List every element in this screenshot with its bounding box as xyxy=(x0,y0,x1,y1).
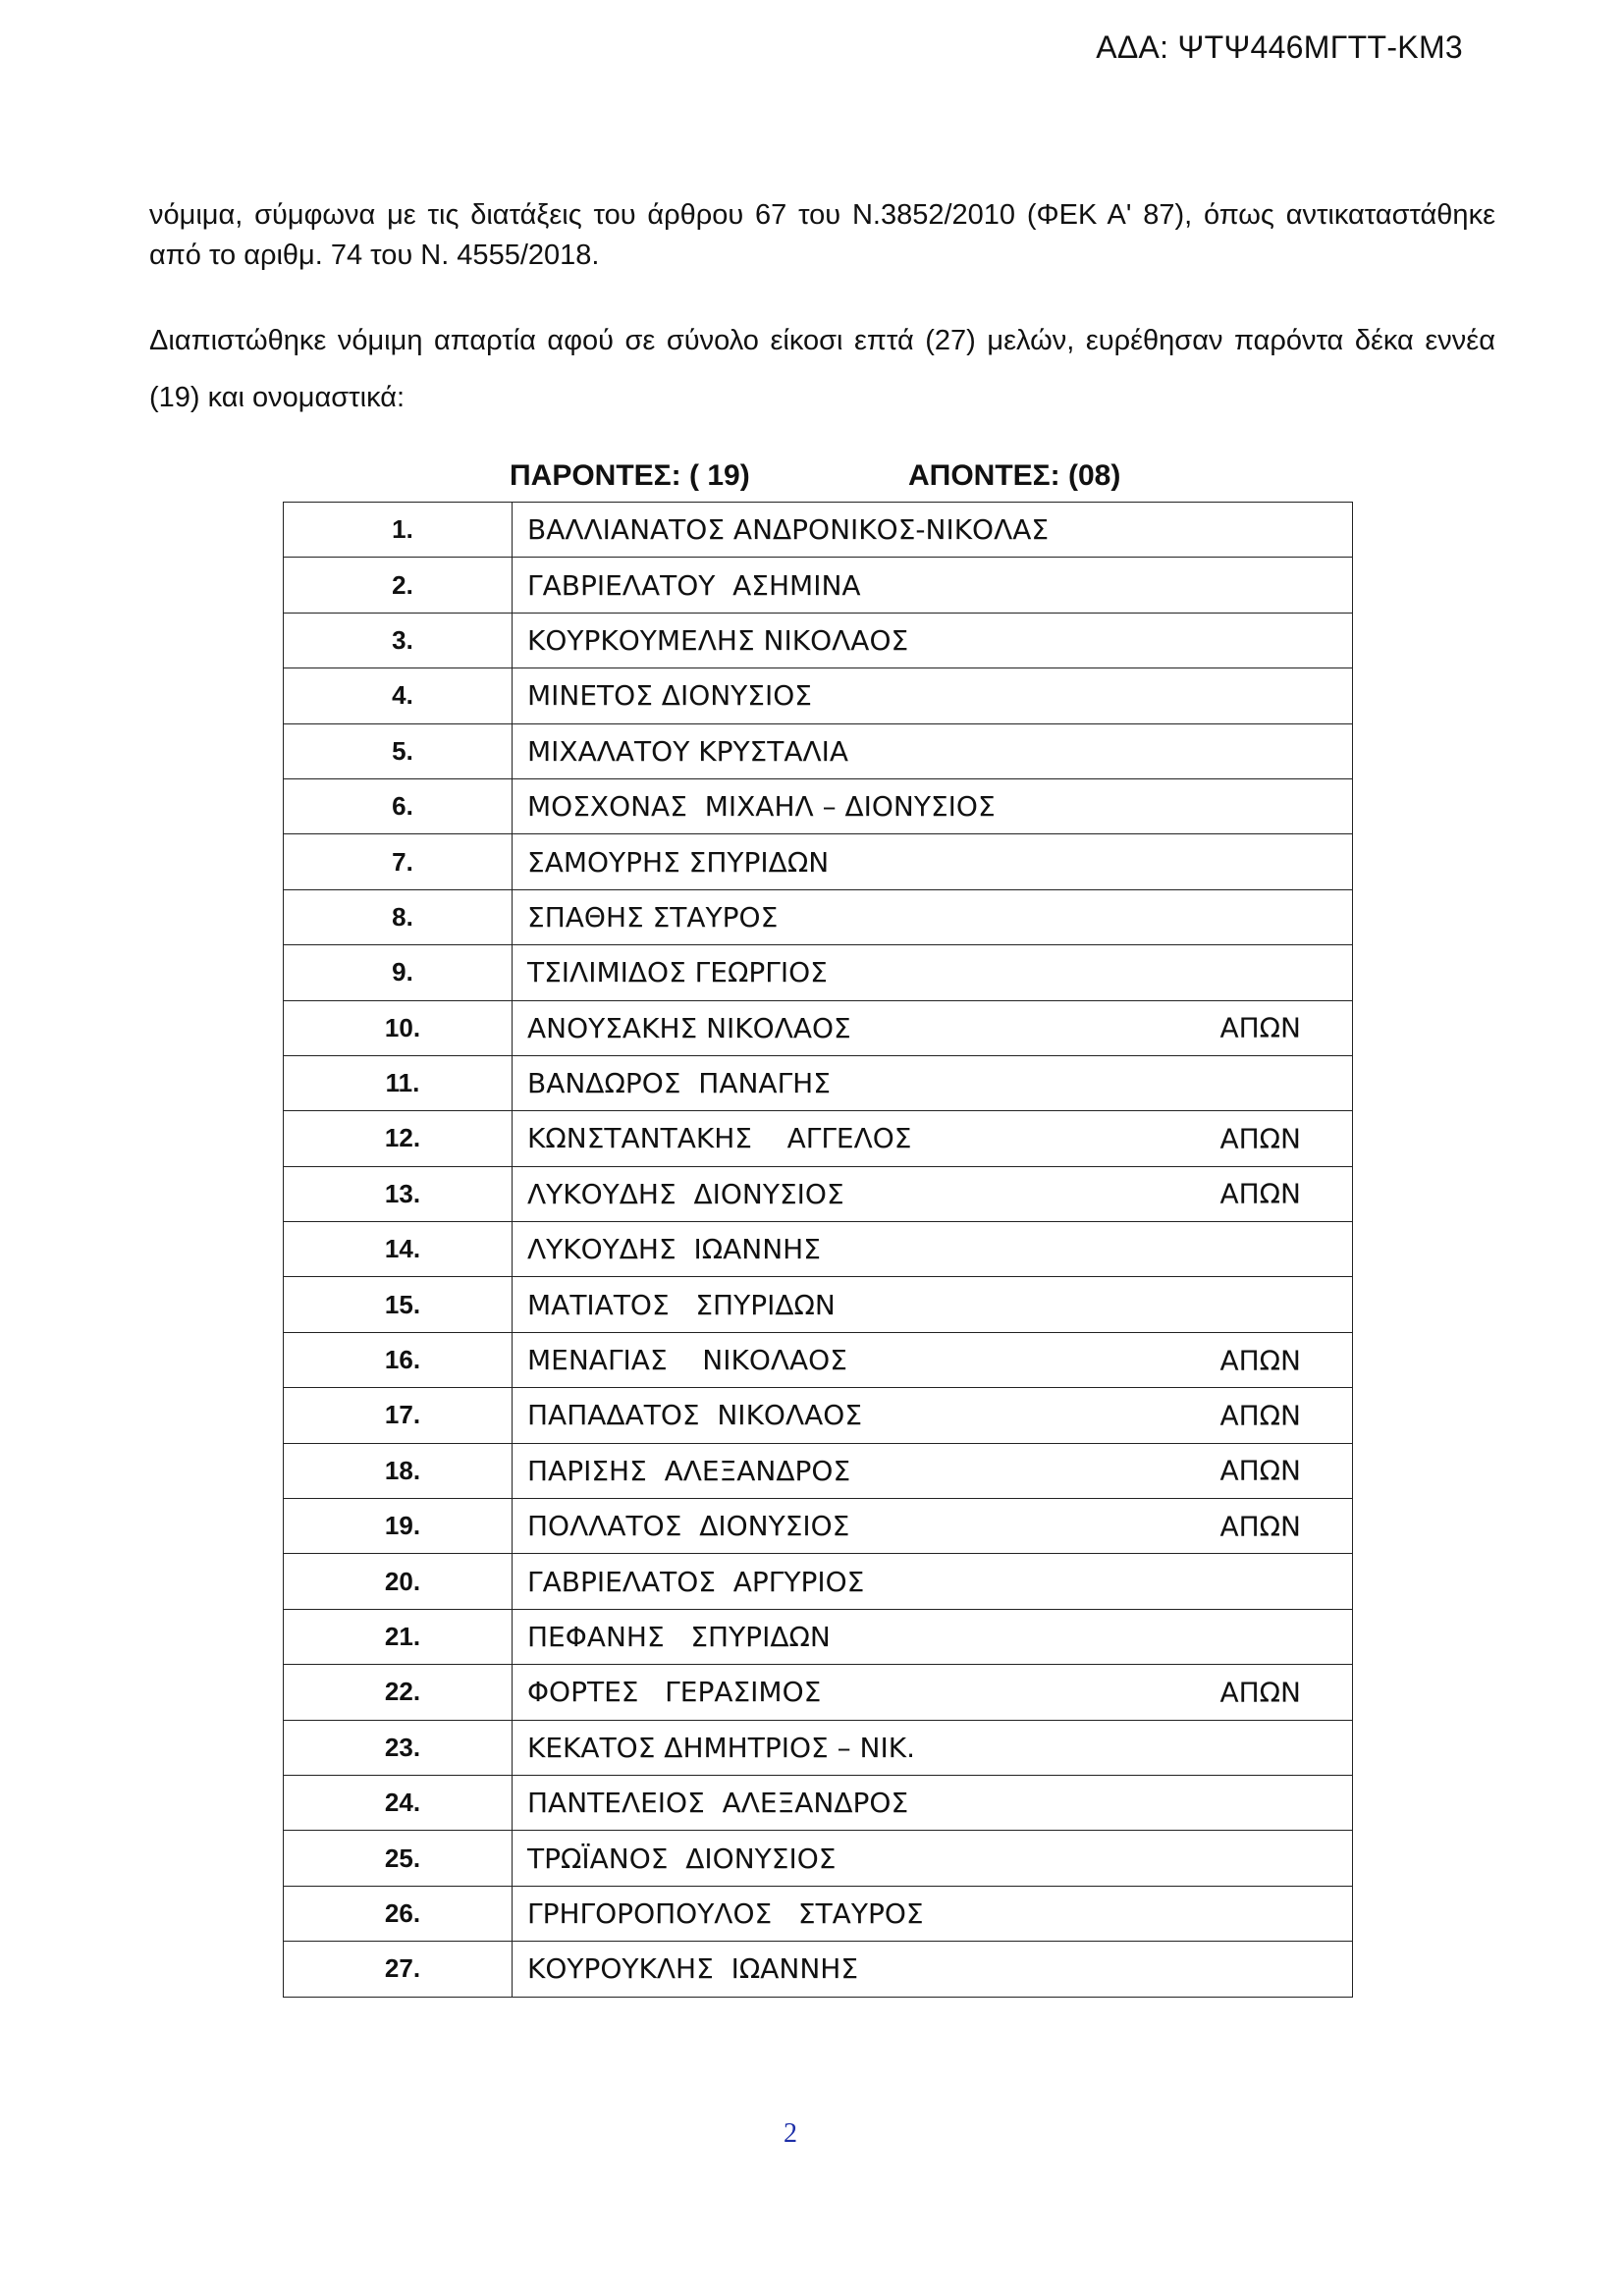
member-number: 2. xyxy=(284,558,513,613)
member-name-cell xyxy=(513,1388,1353,1443)
table-row xyxy=(284,1886,1353,1941)
table-row xyxy=(284,1499,1353,1554)
absent-mark: ΑΠΩΝ xyxy=(1219,1676,1301,1709)
member-number: 26. xyxy=(284,1886,513,1941)
member-name: ΓΑΒΡΙΕΛΑΤΟΣ ΑΡΓΥΡΙΟΣ xyxy=(527,1565,865,1598)
member-name: ΚΟΥΡΟΥΚΛΗΣ ΙΩΑΝΝΗΣ xyxy=(527,1952,859,1986)
member-name: ΠΟΛΛΑΤΟΣ ΔΙΟΝΥΣΙΟΣ xyxy=(527,1510,850,1543)
member-name-cell xyxy=(513,945,1353,1000)
member-number: 23. xyxy=(284,1720,513,1775)
member-name: ΓΡΗΓΟΡΟΠΟΥΛΟΣ ΣΤΑΥΡΟΣ xyxy=(527,1896,924,1930)
page-number: 2 xyxy=(784,2118,797,2149)
member-number: 5. xyxy=(284,723,513,778)
absent-mark: ΑΠΩΝ xyxy=(1219,1399,1301,1432)
table-row xyxy=(284,834,1353,889)
table-row xyxy=(284,778,1353,833)
member-name-cell xyxy=(513,558,1353,613)
member-name: ΜΙΧΑΛΑΤΟΥ ΚΡΥΣΤΑΛΙΑ xyxy=(527,734,849,768)
member-name-cell xyxy=(513,778,1353,833)
member-name-cell xyxy=(513,1775,1353,1830)
member-name: ΜΑΤΙΑΤΟΣ ΣΠΥΡΙΔΩΝ xyxy=(527,1288,836,1321)
table-row xyxy=(284,1831,1353,1886)
member-number: 16. xyxy=(284,1332,513,1387)
ada-identifier: ΑΔΑ: ΨΤΨ446ΜΓΤΤ-ΚΜ3 xyxy=(1096,29,1463,65)
member-name-cell xyxy=(513,1831,1353,1886)
table-row xyxy=(284,1775,1353,1830)
member-name-cell xyxy=(513,1111,1353,1166)
member-name: ΚΕΚΑΤΟΣ ΔΗΜΗΤΡΙΟΣ – ΝΙΚ. xyxy=(527,1731,915,1764)
member-name-cell xyxy=(513,613,1353,667)
table-row xyxy=(284,558,1353,613)
member-name-cell xyxy=(513,668,1353,723)
member-number: 14. xyxy=(284,1222,513,1277)
absent-mark: ΑΠΩΝ xyxy=(1219,1122,1301,1155)
absent-count-label: ΑΠΟΝΤΕΣ: (08) xyxy=(908,459,1121,492)
member-number: 20. xyxy=(284,1554,513,1609)
member-name: ΚΟΥΡΚΟΥΜΕΛΗΣ ΝΙΚΟΛΑΟΣ xyxy=(527,623,909,657)
table-row xyxy=(284,1609,1353,1664)
member-number: 12. xyxy=(284,1111,513,1166)
table-row xyxy=(284,1332,1353,1387)
member-number: 22. xyxy=(284,1665,513,1720)
member-name-cell xyxy=(513,834,1353,889)
member-name-cell xyxy=(513,1554,1353,1609)
member-name-cell xyxy=(513,1222,1353,1277)
table-row xyxy=(284,945,1353,1000)
member-number: 6. xyxy=(284,778,513,833)
absent-mark: ΑΠΩΝ xyxy=(1219,1510,1301,1543)
member-name-cell xyxy=(513,1277,1353,1332)
member-name-cell xyxy=(513,1332,1353,1387)
table-row xyxy=(284,1166,1353,1221)
member-name: ΜΙΝΕΤΟΣ ΔΙΟΝΥΣΙΟΣ xyxy=(527,679,812,713)
absent-mark: ΑΠΩΝ xyxy=(1219,1344,1301,1377)
member-number: 25. xyxy=(284,1831,513,1886)
member-name: ΤΡΩΪΑΝΟΣ ΔΙΟΝΥΣΙΟΣ xyxy=(527,1842,837,1875)
member-number: 3. xyxy=(284,613,513,667)
paragraph-quorum: Διαπιστώθηκε νόμιμη απαρτία αφού σε σύνολο είκοσι επτά (27) μελών, ευρέθησαν παρόντα δέκα εννέα (19) και ονομαστικά: xyxy=(149,325,1495,413)
member-name-cell xyxy=(513,889,1353,944)
table-row xyxy=(284,1111,1353,1166)
member-name: ΠΑΠΑΔΑΤΟΣ ΝΙΚΟΛΑΟΣ xyxy=(527,1399,863,1432)
member-name: ΠΑΡΙΣΗΣ ΑΛΕΞΑΝΔΡΟΣ xyxy=(527,1454,851,1487)
absent-mark: ΑΠΩΝ xyxy=(1219,1177,1301,1210)
member-name: ΣΑΜΟΥΡΗΣ ΣΠΥΡΙΔΩΝ xyxy=(527,845,830,879)
member-number: 19. xyxy=(284,1499,513,1554)
present-count-label: ΠΑΡΟΝΤΕΣ: ( 19) xyxy=(510,459,750,492)
paragraph-legal-basis: νόμιμα, σύμφωνα με τις διατάξεις του άρθρου 67 του Ν.3852/2010 (ΦΕΚ Α' 87), όπως αντικαταστάθηκε από το αριθμ. 74 του Ν. 4555/2018. xyxy=(149,199,1495,271)
member-name-cell xyxy=(513,1499,1353,1554)
member-number: 18. xyxy=(284,1443,513,1498)
table-row xyxy=(284,889,1353,944)
member-number: 17. xyxy=(284,1388,513,1443)
member-name: ΒΑΝΔΩΡΟΣ ΠΑΝΑΓΗΣ xyxy=(527,1067,831,1100)
table-row xyxy=(284,1388,1353,1443)
member-name: ΜΕΝΑΓΙΑΣ ΝΙΚΟΛΑΟΣ xyxy=(527,1344,847,1377)
absent-mark: ΑΠΩΝ xyxy=(1219,1011,1301,1044)
member-name-cell xyxy=(513,503,1353,558)
member-name: ΓΑΒΡΙΕΛΑΤΟΥ ΑΣΗΜΙΝΑ xyxy=(527,568,861,602)
table-row xyxy=(284,503,1353,558)
member-number: 4. xyxy=(284,668,513,723)
member-name: ΤΣΙΛΙΜΙΔΟΣ ΓΕΩΡΓΙΟΣ xyxy=(527,956,828,989)
member-name: ΛΥΚΟΥΔΗΣ ΔΙΟΝΥΣΙΟΣ xyxy=(527,1177,844,1210)
member-number: 1. xyxy=(284,503,513,558)
member-name-cell xyxy=(513,1055,1353,1110)
member-name-cell xyxy=(513,723,1353,778)
table-row xyxy=(284,1720,1353,1775)
member-name-cell xyxy=(513,1720,1353,1775)
table-row xyxy=(284,1554,1353,1609)
table-row xyxy=(284,1000,1353,1055)
member-number: 21. xyxy=(284,1609,513,1664)
member-name: ΒΑΛΛΙΑΝΑΤΟΣ ΑΝΔΡΟΝΙΚΟΣ-ΝΙΚΟΛΑΣ xyxy=(527,513,1050,547)
member-number: 8. xyxy=(284,889,513,944)
member-name-cell xyxy=(513,1665,1353,1720)
member-name-cell xyxy=(513,1443,1353,1498)
member-name: ΦΟΡΤΕΣ ΓΕΡΑΣΙΜΟΣ xyxy=(527,1676,822,1709)
member-number: 24. xyxy=(284,1775,513,1830)
member-name: ΠΑΝΤΕΛΕΙΟΣ ΑΛΕΞΑΝΔΡΟΣ xyxy=(527,1787,909,1820)
table-row xyxy=(284,1222,1353,1277)
member-number: 15. xyxy=(284,1277,513,1332)
table-row xyxy=(284,1277,1353,1332)
table-row xyxy=(284,1665,1353,1720)
member-name: ΣΠΑΘΗΣ ΣΤΑΥΡΟΣ xyxy=(527,900,779,934)
table-row xyxy=(284,723,1353,778)
member-name-cell xyxy=(513,1886,1353,1941)
member-number: 11. xyxy=(284,1055,513,1110)
member-number: 7. xyxy=(284,834,513,889)
member-name: ΠΕΦΑΝΗΣ ΣΠΥΡΙΔΩΝ xyxy=(527,1621,831,1653)
member-name-cell xyxy=(513,1609,1353,1664)
members-table xyxy=(283,502,1353,1998)
member-number: 27. xyxy=(284,1942,513,1997)
absent-mark: ΑΠΩΝ xyxy=(1219,1454,1301,1487)
member-number: 9. xyxy=(284,945,513,1000)
member-name: ΛΥΚΟΥΔΗΣ ΙΩΑΝΝΗΣ xyxy=(527,1233,821,1266)
table-row xyxy=(284,1443,1353,1498)
member-name-cell xyxy=(513,1000,1353,1055)
attendance-heading xyxy=(0,459,1623,499)
member-name-cell xyxy=(513,1166,1353,1221)
table-row xyxy=(284,1942,1353,1997)
member-number: 13. xyxy=(284,1166,513,1221)
table-row xyxy=(284,668,1353,723)
member-name: ΑΝΟΥΣΑΚΗΣ ΝΙΚΟΛΑΟΣ xyxy=(527,1011,851,1044)
member-name: ΜΟΣΧΟΝΑΣ ΜΙΧΑΗΛ – ΔΙΟΝΥΣΙΟΣ xyxy=(527,790,996,824)
table-row xyxy=(284,1055,1353,1110)
member-number: 10. xyxy=(284,1000,513,1055)
member-name-cell xyxy=(513,1942,1353,1997)
member-name: ΚΩΝΣΤΑΝΤΑΚΗΣ ΑΓΓΕΛΟΣ xyxy=(527,1122,912,1155)
table-row xyxy=(284,613,1353,667)
